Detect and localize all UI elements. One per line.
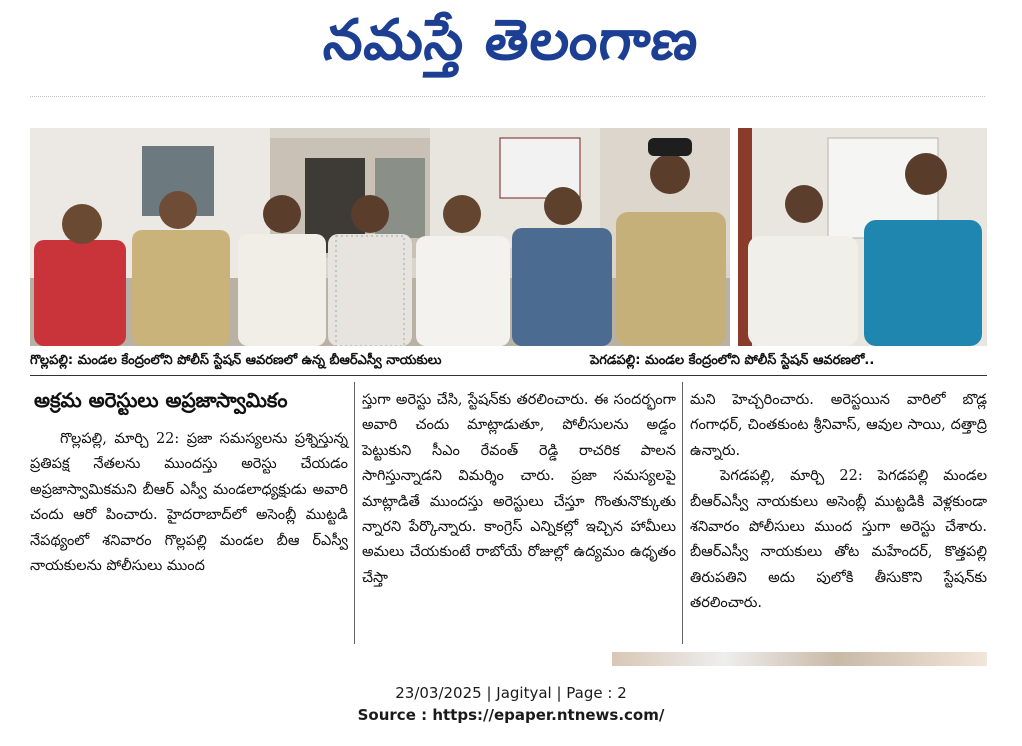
column-divider [682, 382, 683, 644]
photo-pegadapalli [738, 128, 987, 346]
column-divider [354, 382, 355, 644]
article-headline: అక్రమ అరెస్టులు అప్రజాస్వామికం [34, 388, 288, 412]
masthead [0, 4, 1022, 84]
bottom-photo-strip [612, 652, 987, 666]
footer-source: Source : https://epaper.ntnews.com/ [357, 706, 665, 724]
photo-row [30, 128, 987, 346]
article-column-2 [362, 388, 676, 591]
caption-rule [30, 375, 987, 376]
photo-gollapalli [30, 128, 730, 346]
top-divider [30, 96, 985, 107]
caption-right: పెగడపల్లి: మండల కేంద్రంలోని పోలీస్ స్టేషన్ ఆవరణలో.. [590, 353, 875, 368]
article-column-1 [30, 385, 348, 579]
newspaper-logo: నమస్తే తెలంగాణ [320, 7, 702, 73]
article-text-col3a: మని హెచ్చరించారు. అరెస్టయిన వారిలో బొడ్ల గంగాధర్, చింతకుంట శ్రీనివాస్, ఆవుల సాయి, దత్తాద్రి ఉన్నారు. [690, 392, 987, 459]
footer [0, 682, 1022, 726]
photo-captions [30, 347, 987, 375]
caption-left: గొల్లపల్లి: మండల కేంద్రంలోని పోలీస్ స్టేషన్ ఆవరణలో ఉన్న బీఆర్ఎస్వీ నాయకులు [30, 353, 442, 368]
article-column-3 [690, 388, 987, 617]
article-text-col2: స్తుగా అరెస్టు చేసి, స్టేషన్‌కు తరలించారు. ఈ సందర్భంగా అవారి చందు మాట్లాడుతూ, పోలీసులను అడ్డం పెట్టుకుని సీఎం రేవంత్ రెడ్డి రాచరిక పాలన సాగిస్తున్నాడని విమర్శిం చారు. ప్రజా సమస్యలపై మాట్లాడితే ముందస్తు అరెస్టులు చేస్తూ గొంతునొక్కుతు న్నారని పేర్కొన్నారు. కాంగ్రెస్ ఎన్నికల్లో ఇచ్చిన హామీలు అమలు చేయకుంటే రాబోయే రోజుల్లో ఉద్యమం ఉధృతం చేస్తా [362, 392, 676, 586]
article-text-col3b: పెగడపల్లి, మార్చి 22: పెగడపల్లి మండల బీఆర్ఎస్వీ నాయకులు అసెంబ్లీ ముట్టడికి వెళ్లకుండా శనివారం పోలీసులు ముంద స్తుగా అరెస్టు చేశారు. బీఆర్ఎస్వీ నాయకులు తోట మహేందర్, కొత్తపల్లి తిరుపతిని అదు పులోకి తీసుకొని స్టేషన్‌కు తరలించారు. [690, 468, 987, 612]
footer-date-edition: 23/03/2025 | Jagityal | Page : 2 [395, 684, 627, 702]
article-text-col1: గొల్లపల్లి, మార్చి 22: ప్రజా సమస్యలను ప్రశ్నిస్తున్న ప్రతిపక్ష నేతలను ముందస్తు అరెస్టు చేయడం అప్రజాస్వామికమని బీఆర్ ఎస్వీ మండలాధ్యక్షుడు అవారి చందు ఆరో పించారు. హైదరాబాద్‌లో అసెంబ్లీ ముట్టడి నేపథ్యంలో శనివారం గొల్లపల్లి మండల బీఆ ర్ఎస్వీ నాయకులను పోలీసులు ముంద [30, 431, 348, 575]
